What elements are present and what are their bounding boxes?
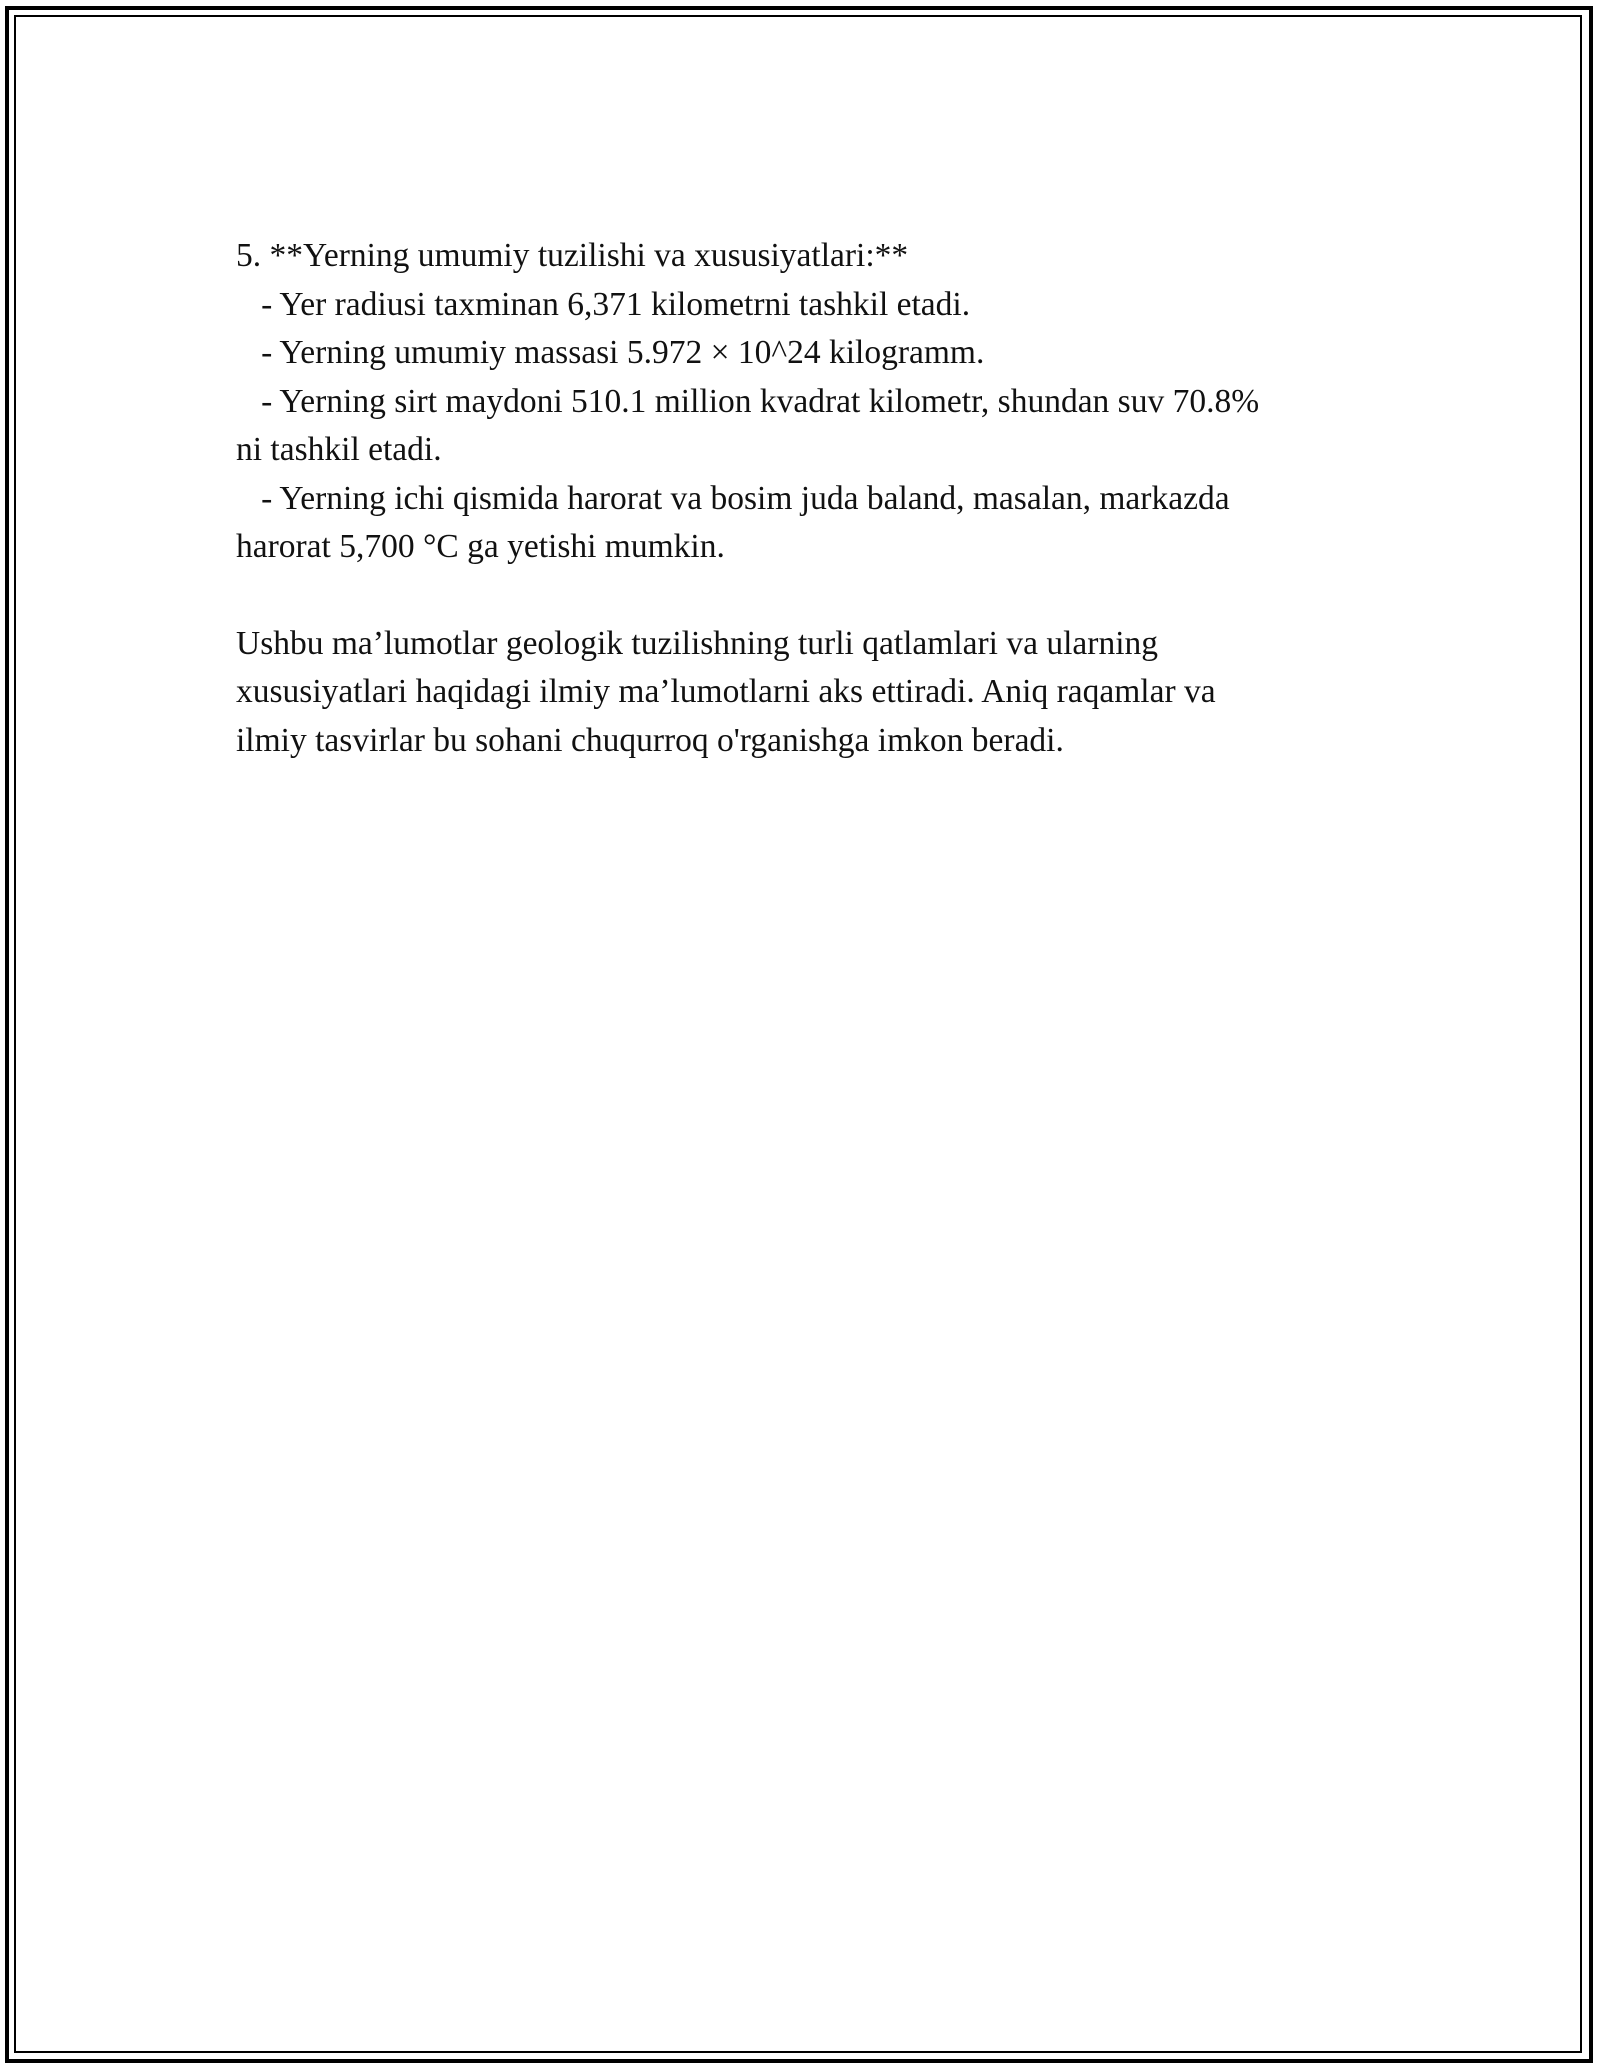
bullet-line: - Yerning ichi qismida harorat va bosim juda baland, masalan, markazda	[236, 479, 1230, 517]
paragraph-gap	[236, 572, 1376, 620]
bullet-line: - Yerning sirt maydoni 510.1 million kvadrat kilometr, shundan suv 70.8%	[236, 382, 1260, 420]
conclusion-line: Ushbu ma’lumotlar geologik tuzilishning turli qatlamlari va ularning	[236, 624, 1159, 662]
bullet-line: ni tashkil etadi.	[236, 431, 442, 468]
bullet-line: - Yer radiusi taxminan 6,371 kilometrni tashkil etadi.	[236, 285, 971, 323]
section-heading: 5. **Yerning umumiy tuzilishi va xususiyatlari:**	[236, 237, 909, 274]
bullet-line: harorat 5,700 °C ga yetishi mumkin.	[236, 528, 725, 565]
conclusion-line: xususiyatlari haqidagi ilmiy ma’lumotlarni aks ettiradi. Aniq raqamlar va	[236, 673, 1216, 710]
document-body	[236, 232, 1376, 765]
conclusion-line: ilmiy tasvirlar bu sohani chuqurroq o'rganishga imkon beradi.	[236, 721, 1064, 759]
bullet-line: - Yerning umumiy massasi 5.972 × 10^24 kilogramm.	[236, 334, 985, 371]
